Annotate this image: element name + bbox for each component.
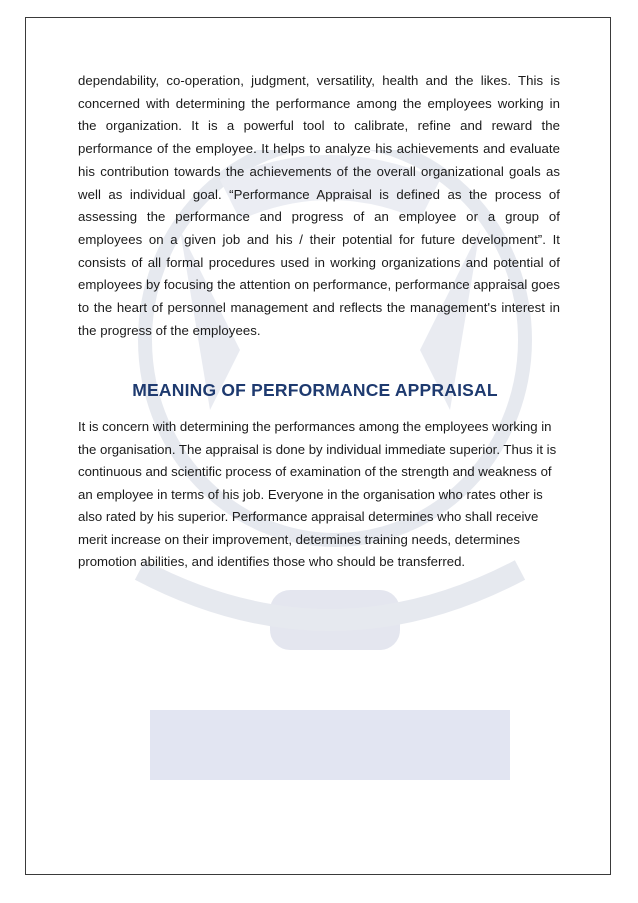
body-paragraph-2: It is concern with determining the performances among the employees working in the organisation. The appraisal is done by individual immediate superior. Thus it is continuous and scientific process of examination of the strength and weakness of an employee in terms of his job. Everyone in the organisation who rates other is also rated by his superior. Performance appraisal determines who shall receive merit increase on their improvement, determines training needs, determines promotion abilities, and identifies those who should be transferred. [78, 419, 557, 569]
section-heading [78, 380, 560, 401]
section-heading-text: MEANING OF PERFORMANCE APPRAISAL [132, 380, 498, 400]
body-paragraph-1: dependability, co-operation, judgment, versatility, health and the likes. This is concerned with determining the performance among the employees working in the organization. It is a powerful tool to calibrate, refine and reward the performance of the employee. It helps to analyze his achievements and evaluate his contribution towards the achievements of the overall organizational goals as well as individual goal. “Performance Appraisal is defined as the process of assessing the performance and progress of an employee or a group of employees on a given job and his / their potential for future development”. It consists of all formal procedures used in working organizations and potential of employees by focusing the attention on performance, performance appraisal goes to the heart of personnel management and reflects the management's interest in the progress of the employees. [78, 73, 560, 338]
